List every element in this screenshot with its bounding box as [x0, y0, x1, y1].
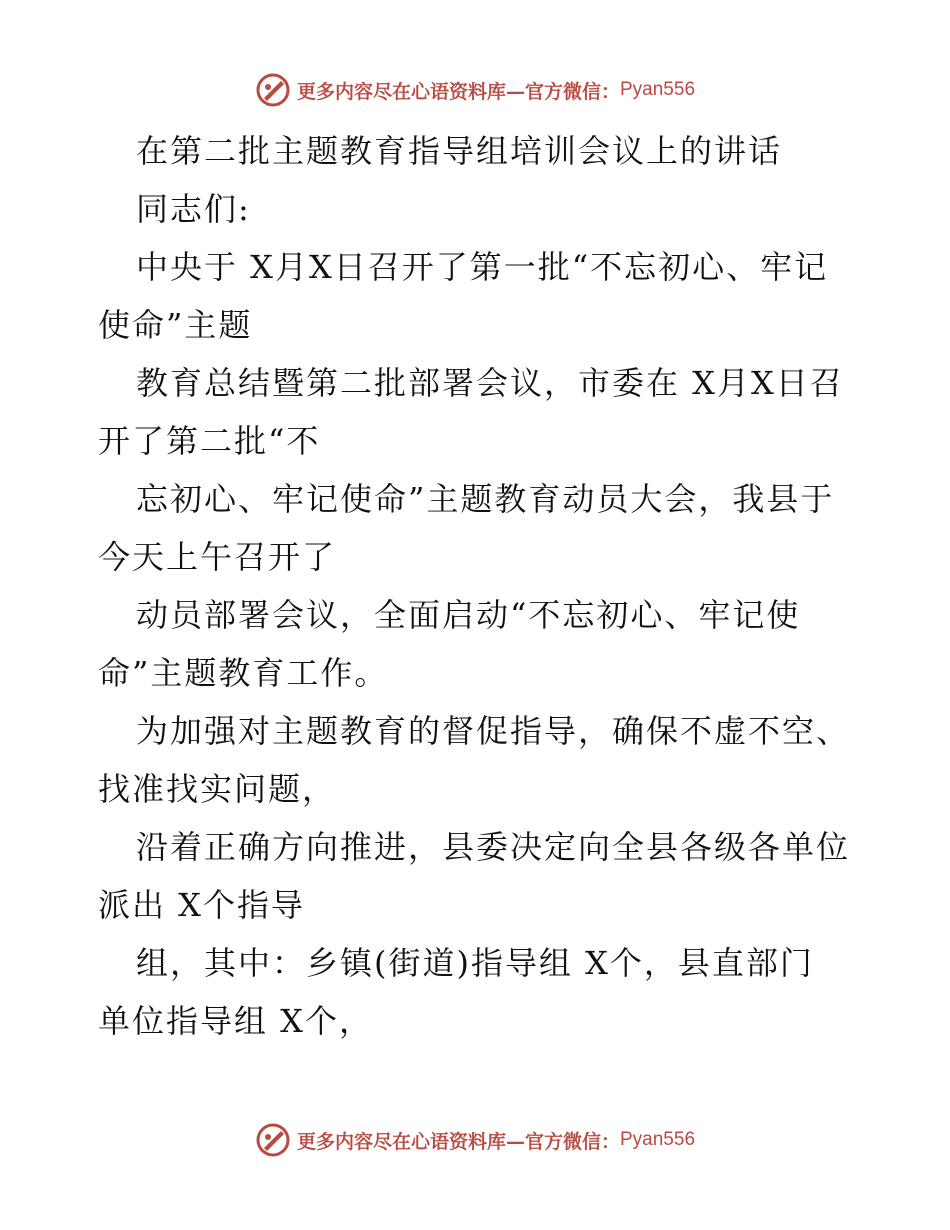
paragraph-line: 忘初心、牢记使命”主题教育动员大会，我县于: [136, 480, 835, 518]
logo-icon: [255, 72, 291, 108]
header-banner: [0, 70, 950, 110]
paragraph-line: 动员部署会议，全面启动“不忘初心、牢记使: [136, 596, 801, 634]
paragraph-line: 开了第二批“不: [98, 422, 321, 460]
paragraph-line: 教育总结暨第二批部署会议，市委在 X月X日召: [136, 364, 844, 402]
paragraph-line: 单位指导组 X个，: [98, 1002, 373, 1040]
banner-text: 更多内容尽在心语资料库—官方微信：: [296, 1130, 620, 1153]
paragraph-line: 今天上午召开了: [98, 538, 337, 576]
paragraph-line: 中央于 X月X日召开了第一批“不忘初心、牢记: [136, 248, 829, 286]
footer-banner: [0, 1120, 950, 1160]
banner-wechat-id: Pyan556: [620, 1129, 696, 1150]
paragraph-line: 使命”主题: [98, 306, 253, 344]
banner-text: 更多内容尽在心语资料库—官方微信：: [296, 80, 620, 103]
banner-wechat-id: Pyan556: [620, 79, 696, 100]
paragraph-line: 派出 X个指导: [98, 886, 305, 924]
paragraph-line: 命”主题教育工作。: [98, 654, 389, 692]
document-body: [98, 122, 868, 1050]
document-title: 在第二批主题教育指导组培训会议上的讲话: [136, 132, 783, 170]
paragraph-line: 为加强对主题教育的督促指导，确保不虚不空、: [136, 712, 851, 750]
paragraph-line: 同志们:: [136, 190, 251, 228]
paragraph-line: 组，其中：乡镇(街道)指导组 X个，县直部门: [136, 944, 814, 982]
paragraph-line: 找准找实问题，: [98, 770, 337, 808]
paragraph-line: 沿着正确方向推进，县委决定向全县各级各单位: [136, 828, 851, 866]
logo-icon: [255, 1122, 291, 1158]
